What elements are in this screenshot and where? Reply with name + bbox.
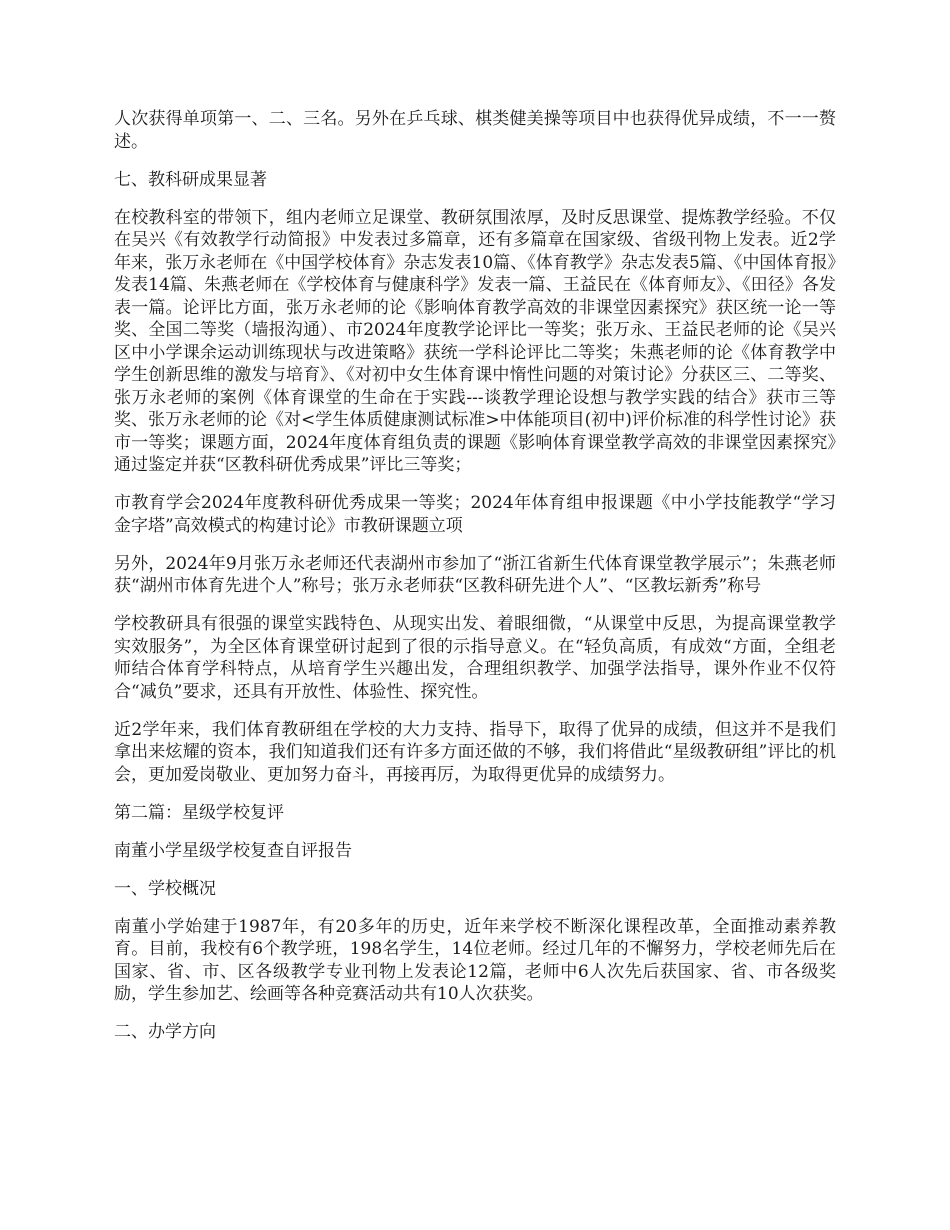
paragraph-summary: 近2学年来，我们体育教研组在学校的大力支持、指导下，取得了优异的成绩，但这并不是我们拿出来炫耀的资本，我们知道我们还有许多方面还做的不够，我们将借此“星级教研组”评比的机会，更加爱岗敬业、更加努力奋斗，再接再厉，为取得更优异的成绩努力。 xyxy=(114,719,836,785)
heading-report-title: 南董小学星级学校复查自评报告 xyxy=(114,840,352,861)
heading-school-overview: 一、学校概况 xyxy=(114,878,216,899)
paragraph-city-society-award: 市教育学会2024年度教科研优秀成果一等奖；2024年体育组申报课题《中小学技能教学“学习金字塔”高效模式的构建讨论》市教研课题立项 xyxy=(114,493,836,536)
paragraph-research-details: 在校教科室的带领下，组内老师立足课堂、教研氛围浓厚，及时反思课堂、提炼教学经验。不仅在吴兴《有效教学行动简报》中发表过多篇章，还有多篇章在国家级、省级刊物上发表。近2学年来，张万永老师在《中国学校体育》杂志发表10篇、《体育教学》杂志发表5篇、《中国体育报》发表14篇、朱燕老师在《学校体育与健康科学》发表一篇、王益民在《体育师友》、《田径》各发表一篇。论评比方面，张万永老师的论《影响体育教学高效的非课堂因素探究》获区统一论一等奖、全国二等奖（墙报沟通）、市2024年度教学论评比一等奖；张万永、王益民老师的论《吴兴区中小学课余运动训练现状与改进策略》获统一学科论评比二等奖；朱燕老师的论《体育教学中学生创新思维的激发与培育》、《对初中女生体育课中惰性问题的对策讨论》分获区三、二等奖、张万永老师的案例《体育课堂的生命在于实践---谈教学理论设想与教学实践的结合》获市三等奖、张万永老师的论《对<学生体质健康测试标准>中体能项目(初中)评价标准的科学性讨论》获市一等奖；课题方面，2024年度体育组负责的课题《影响体育课堂教学高效的非课堂因素探究》通过鉴定并获“区教科研优秀成果”评比三等奖； xyxy=(114,207,836,475)
paragraph-other-honors: 另外，2024年9月张万永老师还代表湖州市参加了“浙江省新生代体育课堂教学展示”；朱燕老师获“湖州市体育先进个人”称号；张万永老师获“区教科研先进个人”、“区教坛新秀”称号 xyxy=(114,553,836,596)
heading-part-two: 第二篇：星级学校复评 xyxy=(114,802,284,823)
heading-school-direction: 二、办学方向 xyxy=(114,1022,216,1042)
paragraph-teaching-research-features: 学校教研具有很强的课堂实践特色、从现实出发、着眼细微，“从课堂中反思，为提高课堂教学实效服务”，为全区体育课堂研讨起到了很的示指导意义。在“轻负高质，有成效“方面，全组老师结合体育学科特点，从培育学生兴趣出发，合理组织教学、加强学法指导，课外作业不仅符合“减负”要求，还具有开放性、体验性、探究性。 xyxy=(114,614,836,702)
paragraph-awards-continuation: 人次获得单项第一、二、三名。另外在乒乓球、棋类健美操等项目中也获得优异成绩，不一一赘述。 xyxy=(114,109,836,152)
document-page xyxy=(114,108,836,1059)
paragraph-school-overview: 南董小学始建于1987年，有20多年的历史，近年来学校不断深化课程改革，全面推动素养教育。目前，我校有6个教学班，198名学生，14位老师。经过几年的不懈努力，学校老师先后在国家、省、市、区各级教学专业刊物上发表论12篇，老师中6人次先后获国家、省、市各级奖励，学生参加艺、绘画等各种竞赛活动共有10人次获奖。 xyxy=(114,916,836,1004)
heading-research-results: 七、教科研成果显著 xyxy=(114,169,267,190)
